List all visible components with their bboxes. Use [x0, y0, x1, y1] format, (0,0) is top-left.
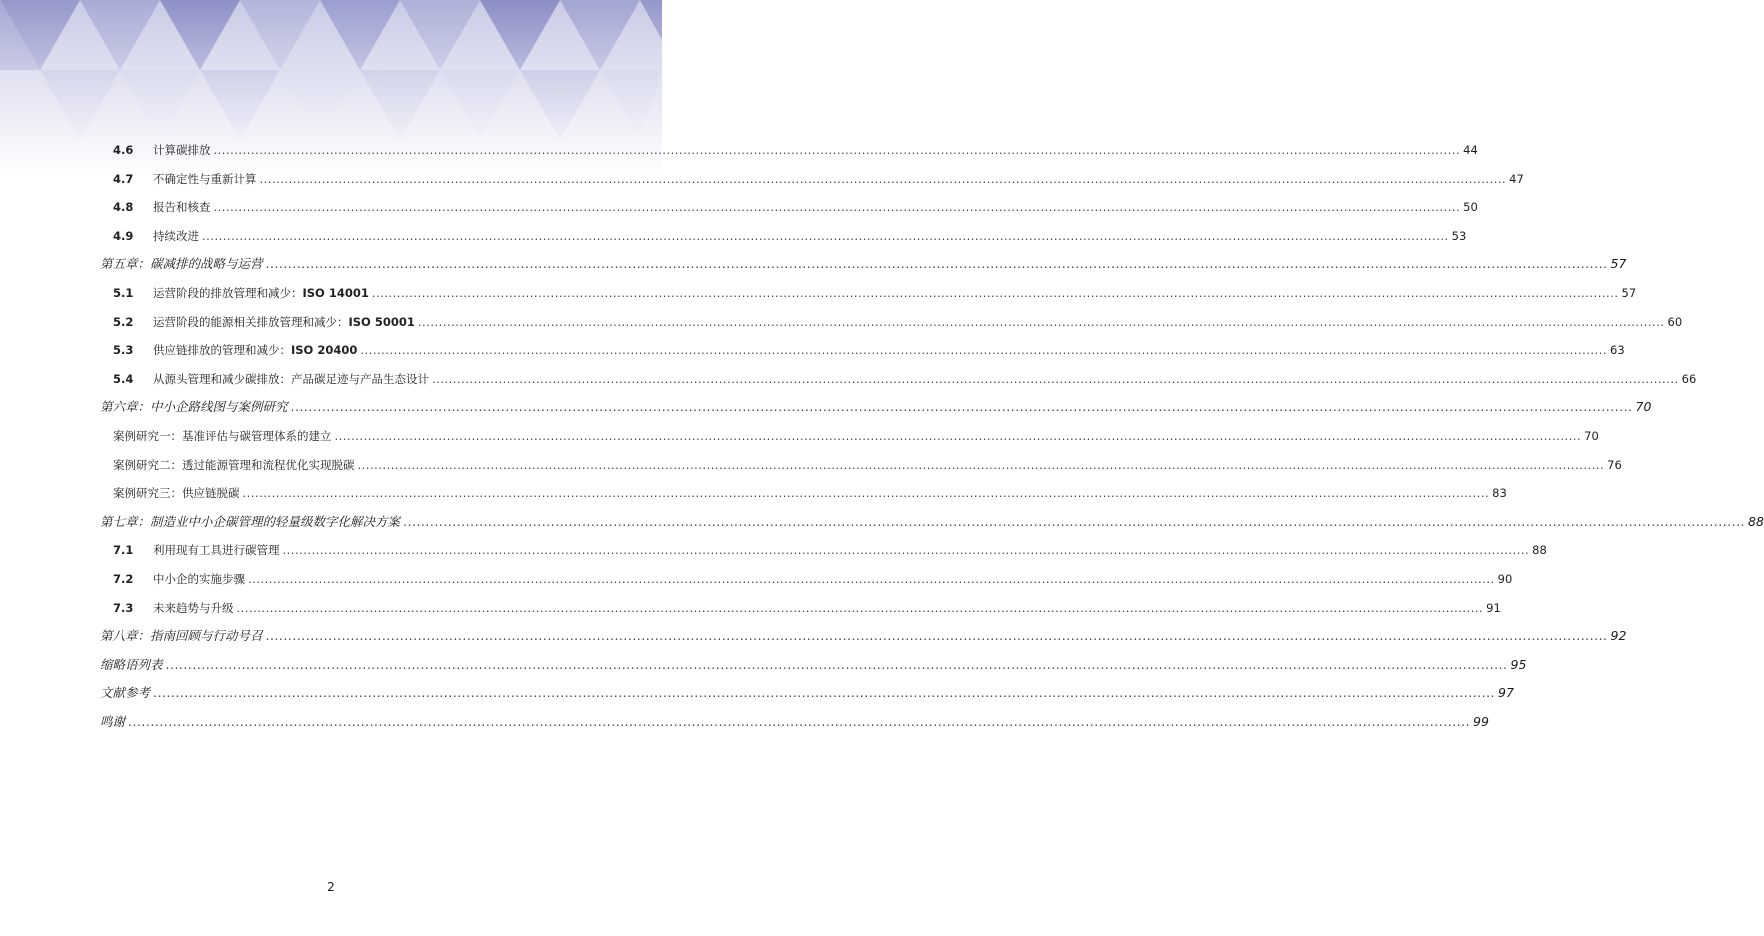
toc-leader-dots: ............................................................................................................................................................................................................................................................................................................ — [265, 628, 1608, 644]
toc-chapter-entry[interactable] — [100, 622, 1627, 651]
toc-entry-title — [153, 336, 357, 365]
toc-entry-title-text: 鸣谢 — [100, 713, 126, 729]
toc-entry-title — [100, 250, 263, 279]
toc-case-entry[interactable] — [100, 422, 1599, 451]
toc-entry-title-text: 第八章：指南回顾与行动号召 — [100, 628, 263, 644]
toc-section-entry[interactable] — [100, 565, 1513, 594]
toc-leader-dots: ............................................................................................................................................................................................................................................................................................................ — [334, 428, 1582, 443]
toc-entry-title-text: 案例研究三：供应链脱碳 — [113, 486, 240, 501]
toc-entry-title — [153, 536, 280, 565]
toc-section-entry[interactable] — [100, 308, 1683, 337]
toc-entry-page: 97 — [1498, 685, 1514, 701]
toc-section-entry[interactable] — [100, 536, 1547, 565]
toc-entry-page: 60 — [1667, 314, 1683, 329]
toc-entry-page: 99 — [1473, 713, 1489, 729]
toc-entry-number: 5.1 — [113, 285, 134, 300]
toc-entry-title — [113, 451, 355, 480]
toc-leader-dots: ............................................................................................................................................................................................................................................................................................................ — [242, 486, 1490, 501]
toc-entry-page: 88 — [1532, 543, 1547, 558]
toc-entry-title-text: 运营阶段的排放管理和减少： — [153, 285, 303, 300]
toc-entry-title-text: 从源头管理和减少碳排放：产品碳足迹与产品生态设计 — [153, 371, 429, 386]
toc-leader-dots: ............................................................................................................................................................................................................................................................................................................ — [290, 399, 1633, 415]
table-of-contents — [100, 136, 1764, 736]
toc-entry-title-text: 持续改进 — [153, 228, 199, 243]
toc-entry-page: 88 — [1748, 513, 1764, 529]
toc-entry-number: 7.2 — [113, 571, 134, 586]
toc-leader-dots: ............................................................................................................................................................................................................................................................................................................ — [403, 513, 1746, 529]
toc-leader-dots: ............................................................................................................................................................................................................................................................................................................ — [360, 343, 1608, 358]
toc-entry-page: 57 — [1621, 285, 1637, 300]
toc-entry-title-text: 第七章：制造业中小企碳管理的轻量级数字化解决方案 — [100, 513, 401, 529]
toc-leader-dots: ............................................................................................................................................................................................................................................................................................................ — [153, 685, 1496, 701]
toc-entry-number: 7.1 — [113, 543, 134, 558]
toc-entry-title — [153, 193, 211, 222]
toc-entry-page: 63 — [1610, 343, 1625, 358]
toc-entry-title — [153, 565, 245, 594]
page-number: 2 — [327, 880, 335, 894]
toc-entry-page: 92 — [1610, 628, 1627, 644]
toc-entry-page: 53 — [1451, 228, 1467, 243]
toc-section-entry[interactable] — [100, 193, 1478, 222]
toc-entry-title-text: 第五章：碳减排的战略与运营 — [100, 256, 263, 272]
toc-chapter-entry[interactable] — [100, 708, 1489, 737]
toc-case-entry[interactable] — [100, 451, 1622, 480]
toc-leader-dots: ............................................................................................................................................................................................................................................................................................................ — [282, 543, 1530, 558]
toc-entry-number: 4.8 — [113, 200, 134, 215]
toc-entry-page: 70 — [1635, 399, 1652, 415]
toc-entry-page: 95 — [1510, 656, 1527, 672]
toc-entry-title-text: 案例研究二：透过能源管理和流程优化实现脱碳 — [113, 457, 355, 472]
toc-entry-title — [100, 622, 263, 651]
toc-entry-page: 57 — [1610, 256, 1627, 272]
toc-section-entry[interactable] — [100, 222, 1467, 251]
toc-entry-title — [153, 308, 415, 337]
toc-leader-dots: ............................................................................................................................................................................................................................................................................................................ — [213, 143, 1461, 157]
toc-leader-dots: ............................................................................................................................................................................................................................................................................................................ — [128, 713, 1471, 729]
toc-entry-number: 4.7 — [113, 171, 134, 186]
toc-entry-title — [100, 679, 150, 708]
toc-entry-number: 5.4 — [113, 371, 134, 386]
toc-leader-dots: ............................................................................................................................................................................................................................................................................................................ — [165, 656, 1508, 672]
toc-entry-page: 66 — [1681, 371, 1697, 386]
toc-leader-dots: ............................................................................................................................................................................................................................................................................................................ — [213, 200, 1461, 215]
toc-leader-dots: ............................................................................................................................................................................................................................................................................................................ — [236, 600, 1484, 615]
toc-leader-dots: ............................................................................................................................................................................................................................................................................................................ — [202, 228, 1449, 243]
toc-section-entry[interactable] — [100, 594, 1501, 623]
toc-chapter-entry[interactable] — [100, 250, 1627, 279]
toc-leader-dots: ............................................................................................................................................................................................................................................................................................................ — [265, 256, 1608, 272]
toc-chapter-entry[interactable] — [100, 393, 1652, 422]
toc-entry-title — [153, 279, 369, 308]
toc-entry-title-text: 缩略语列表 — [100, 656, 163, 672]
toc-entry-standard: ISO 50001 — [348, 314, 415, 329]
toc-chapter-entry[interactable] — [100, 679, 1514, 708]
toc-leader-dots: ............................................................................................................................................................................................................................................................................................................ — [417, 314, 1665, 329]
toc-entry-title-text: 不确定性与重新计算 — [153, 171, 257, 186]
toc-entry-title — [100, 393, 288, 422]
toc-entry-title — [113, 422, 332, 451]
toc-entry-title — [100, 508, 400, 537]
toc-chapter-entry[interactable] — [100, 508, 1764, 537]
toc-entry-title-text: 计算碳排放 — [153, 143, 211, 157]
toc-entry-title-text: 供应链排放的管理和减少： — [153, 343, 291, 358]
toc-entry-title-text: 利用现有工具进行碳管理 — [153, 543, 280, 558]
toc-section-entry[interactable] — [100, 336, 1625, 365]
toc-leader-dots: ............................................................................................................................................................................................................................................................................................................ — [371, 285, 1619, 300]
toc-entry-number: 5.2 — [113, 314, 134, 329]
toc-case-entry[interactable] — [100, 479, 1507, 508]
toc-entry-page: 76 — [1607, 457, 1622, 472]
toc-entry-title — [153, 365, 429, 394]
toc-entry-title — [153, 222, 199, 251]
toc-entry-number: 5.3 — [113, 343, 134, 358]
toc-chapter-entry[interactable] — [100, 651, 1527, 680]
toc-leader-dots: ............................................................................................................................................................................................................................................................................................................ — [432, 371, 1679, 386]
toc-entry-page: 50 — [1463, 200, 1478, 215]
toc-section-entry[interactable] — [100, 365, 1697, 394]
toc-entry-title-text: 文献参考 — [100, 685, 151, 701]
toc-entry-page: 83 — [1492, 486, 1507, 501]
toc-entry-title — [100, 708, 125, 737]
toc-entry-title — [153, 165, 257, 194]
toc-section-entry[interactable] — [100, 165, 1524, 194]
toc-entry-title-text: 案例研究一：基准评估与碳管理体系的建立 — [113, 428, 332, 443]
toc-entry-title-text: 中小企的实施步骤 — [153, 571, 245, 586]
toc-entry-title-text: 未来趋势与升级 — [153, 600, 234, 615]
toc-entry-number: 7.3 — [113, 600, 134, 615]
toc-entry-number: 4.6 — [113, 143, 134, 157]
toc-entry-standard: ISO 14001 — [302, 285, 369, 300]
toc-entry-title-text: 报告和核查 — [153, 200, 211, 215]
toc-entry-title-text: 第六章：中小企路线图与案例研究 — [100, 399, 288, 415]
toc-entry-page: 70 — [1584, 428, 1599, 443]
toc-entry-title — [100, 651, 163, 680]
toc-entry-title — [153, 136, 211, 165]
toc-entry-page: 91 — [1486, 600, 1501, 615]
toc-leader-dots: ............................................................................................................................................................................................................................................................................................................ — [357, 457, 1605, 472]
toc-entry-title — [153, 594, 234, 623]
toc-section-entry[interactable] — [100, 279, 1637, 308]
toc-entry-title — [113, 479, 240, 508]
toc-entry-page: 44 — [1463, 143, 1478, 157]
toc-entry-page: 47 — [1509, 171, 1524, 186]
toc-section-entry[interactable] — [100, 136, 1478, 165]
toc-leader-dots: ............................................................................................................................................................................................................................................................................................................ — [259, 171, 1507, 186]
toc-entry-standard: ISO 20400 — [291, 343, 358, 358]
toc-leader-dots: ............................................................................................................................................................................................................................................................................................................ — [248, 571, 1495, 586]
toc-entry-title-text: 运营阶段的能源相关排放管理和减少： — [153, 314, 349, 329]
toc-entry-number: 4.9 — [113, 228, 134, 243]
toc-entry-page: 90 — [1497, 571, 1513, 586]
